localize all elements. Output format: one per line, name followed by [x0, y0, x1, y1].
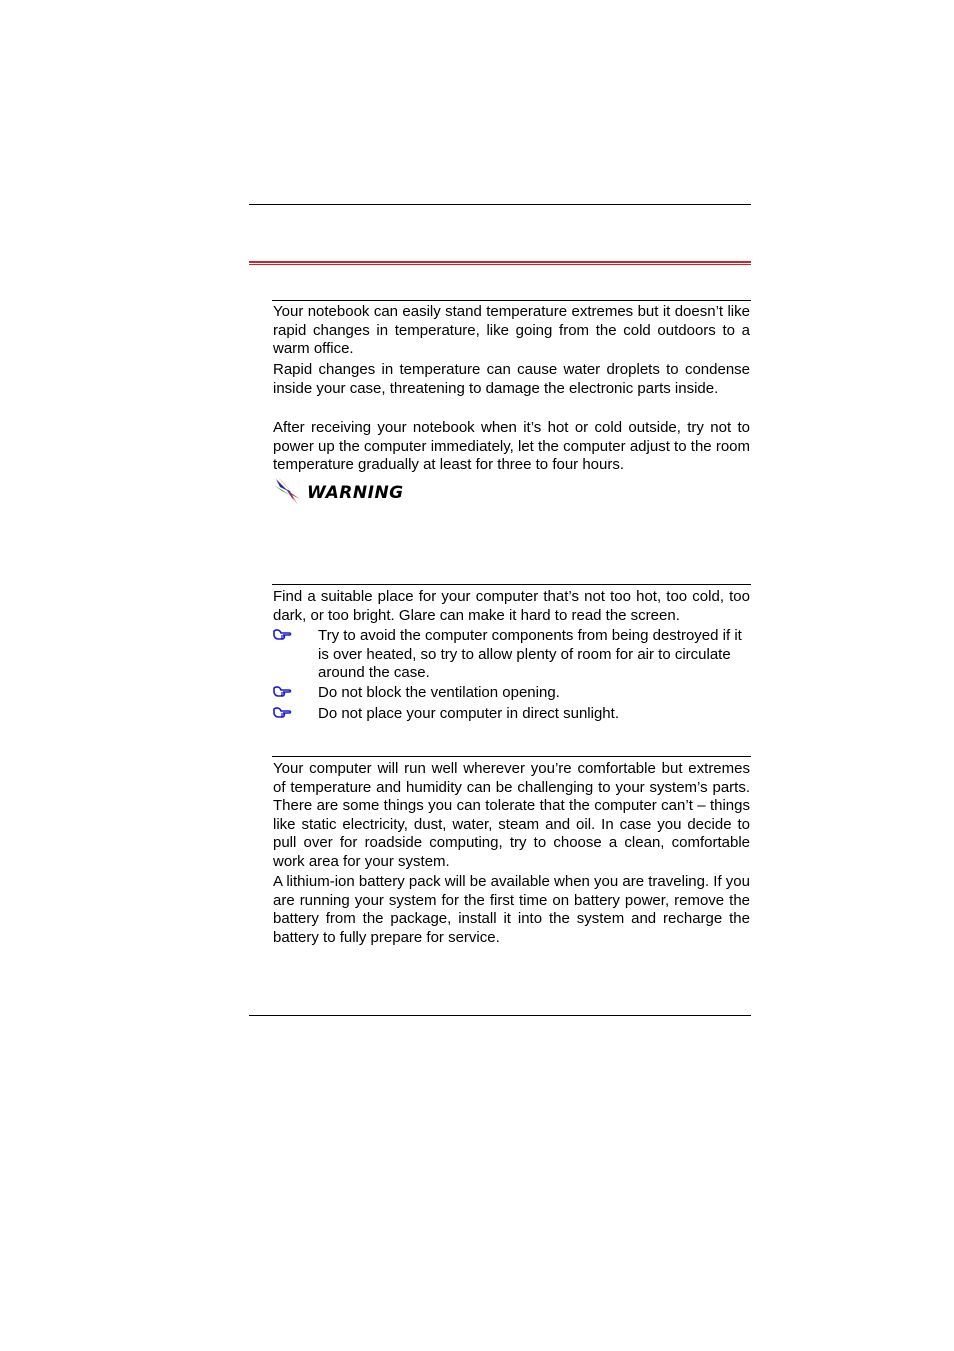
chapter-red-rule	[249, 261, 751, 265]
pointing-hand-icon	[273, 706, 293, 720]
section-rule-environment	[272, 756, 751, 757]
pointing-hand-icon	[273, 628, 293, 642]
section-rule-temperature	[272, 300, 751, 301]
bullet-text: Try to avoid the computer components from being destroyed if it is over heated, so try to allow plenty of room for air to circulate around the case.	[318, 627, 742, 681]
footer-rule	[249, 1015, 751, 1016]
section-rule-placement	[272, 584, 751, 585]
paragraph-environment-2: A lithium-ion battery pack will be available when you are traveling. If you are running your system for the first time on battery power, remove the battery from the package, install it into the system and recharge the battery to fully prepare for service.	[273, 873, 750, 946]
header-rule	[249, 204, 751, 205]
paragraph-placement-intro: Find a suitable place for your computer that’s not too hot, too cold, too dark, or too bright. Glare can make it hard to read the screen.	[273, 588, 750, 624]
paragraph-temperature-3: After receiving your notebook when it’s hot or cold outside, try not to power up the computer immediately, let the computer adjust to the room temperature gradually at least for three to four hours.	[273, 419, 750, 473]
paragraph-environment-1: Your computer will run well wherever you’re comfortable but extremes of temperature and humidity can be challenging to your system’s parts. There are some things you can tolerate that the computer can’t – things like static electricity, dust, water, steam and oil. In case you decide to pull over for roadside computing, try to choose a clean, comfortable work area for your system.	[273, 760, 750, 870]
warning-label: WARNING	[307, 483, 404, 503]
bullet-text: Do not block the ventilation opening.	[318, 684, 560, 701]
pointing-hand-icon	[273, 685, 293, 699]
paragraph-temperature-1: Your notebook can easily stand temperature extremes but it doesn’t like rapid changes in temperature, like going from the cold outdoors to a warm office.	[273, 303, 750, 357]
warning-icon	[274, 477, 302, 507]
bullet-text: Do not place your computer in direct sunlight.	[318, 705, 619, 722]
paragraph-temperature-2: Rapid changes in temperature can cause water droplets to condense inside your case, threatening to damage the electronic parts inside.	[273, 361, 750, 397]
